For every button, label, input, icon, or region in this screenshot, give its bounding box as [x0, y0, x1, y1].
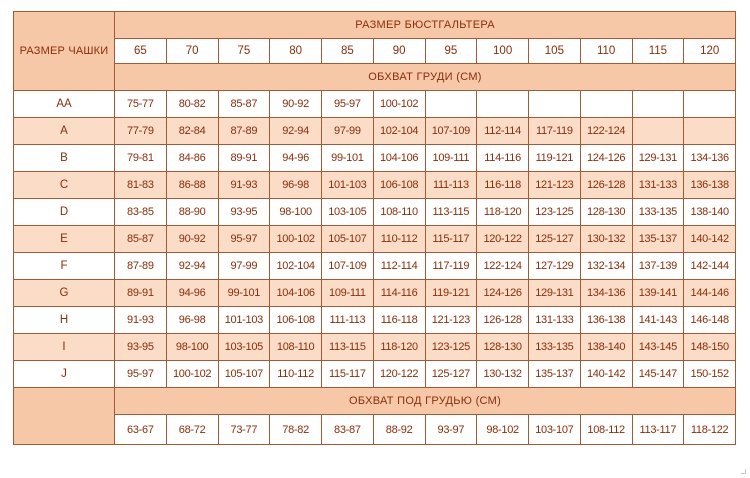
- bust-range-cell: 95-97: [322, 91, 374, 118]
- underbust-range-cell: 83-87: [322, 415, 374, 445]
- bust-range-cell: 124-126: [580, 145, 632, 172]
- bust-range-cell: 130-132: [477, 361, 529, 388]
- bust-range-cell: 133-135: [529, 334, 581, 361]
- bust-range-cell: 82-84: [166, 118, 218, 145]
- bust-range-cell: 107-109: [322, 253, 374, 280]
- bust-range-cell: 87-89: [115, 253, 167, 280]
- bust-range-cell: 85-87: [218, 91, 270, 118]
- underbust-range-cell: 93-97: [425, 415, 477, 445]
- bust-range-cell: 105-107: [322, 226, 374, 253]
- bust-range-cell: 93-95: [115, 334, 167, 361]
- bust-range-cell: 101-103: [322, 172, 374, 199]
- bust-range-cell: 148-150: [684, 334, 736, 361]
- bust-range-cell: 133-135: [632, 199, 684, 226]
- table-row: [14, 91, 736, 118]
- bust-range-cell: 102-104: [373, 118, 425, 145]
- bust-range-cell: 108-110: [270, 334, 322, 361]
- bust-range-cell: 96-98: [166, 307, 218, 334]
- bust-range-cell: 80-82: [166, 91, 218, 118]
- underbust-range-cell: 73-77: [218, 415, 270, 445]
- bust-range-cell: 120-122: [373, 361, 425, 388]
- bust-range-cell: 103-105: [322, 199, 374, 226]
- table-row: [14, 280, 736, 307]
- cup-size-cell: F: [14, 253, 115, 280]
- bust-range-cell: 114-116: [477, 145, 529, 172]
- underbust-corner-cell: [14, 388, 115, 445]
- table-row: [14, 199, 736, 226]
- bust-range-cell: 106-108: [270, 307, 322, 334]
- bust-range-cell: 91-93: [218, 172, 270, 199]
- bust-range-cell: 135-137: [632, 226, 684, 253]
- bust-range-cell: 134-136: [684, 145, 736, 172]
- band-size-cell: 70: [166, 39, 218, 64]
- bra-size-table: [13, 11, 736, 445]
- bust-range-cell: 97-99: [218, 253, 270, 280]
- bust-range-cell: 138-140: [580, 334, 632, 361]
- cup-size-cell: AA: [14, 91, 115, 118]
- bust-range-cell: 103-105: [218, 334, 270, 361]
- size-chart: [13, 11, 736, 445]
- bust-range-cell: 111-113: [322, 307, 374, 334]
- bust-range-cell: 90-92: [166, 226, 218, 253]
- bust-range-cell: 89-91: [218, 145, 270, 172]
- bust-range-cell: 104-106: [270, 280, 322, 307]
- band-size-cell: 95: [425, 39, 477, 64]
- bust-range-cell: 91-93: [115, 307, 167, 334]
- bust-range-cell: 113-115: [322, 334, 374, 361]
- bust-range-cell: 125-127: [529, 226, 581, 253]
- bust-range-cell: 126-128: [580, 172, 632, 199]
- bust-range-cell: 116-118: [477, 172, 529, 199]
- bust-range-cell: 129-131: [632, 145, 684, 172]
- bust-range-cell: 136-138: [684, 172, 736, 199]
- bust-range-cell: [632, 91, 684, 118]
- bust-range-cell: 95-97: [115, 361, 167, 388]
- bust-range-cell: 100-102: [166, 361, 218, 388]
- bust-range-cell: 116-118: [373, 307, 425, 334]
- underbust-range-cell: 63-67: [115, 415, 167, 445]
- band-size-cell: 90: [373, 39, 425, 64]
- underbust-range-cell: 113-117: [632, 415, 684, 445]
- bust-range-cell: 128-130: [580, 199, 632, 226]
- bust-range-cell: 145-147: [632, 361, 684, 388]
- bust-range-cell: 114-116: [373, 280, 425, 307]
- underbust-range-cell: 78-82: [270, 415, 322, 445]
- bust-range-cell: 140-142: [684, 226, 736, 253]
- bust-range-cell: 124-126: [477, 280, 529, 307]
- underbust-range-cell: 98-102: [477, 415, 529, 445]
- bust-range-cell: 98-100: [270, 199, 322, 226]
- bust-range-cell: 121-123: [529, 172, 581, 199]
- bust-range-cell: 129-131: [529, 280, 581, 307]
- bust-range-cell: 118-120: [373, 334, 425, 361]
- bust-range-cell: 97-99: [322, 118, 374, 145]
- bust-range-cell: 125-127: [425, 361, 477, 388]
- bust-range-cell: 122-124: [477, 253, 529, 280]
- bust-range-cell: 102-104: [270, 253, 322, 280]
- bust-range-cell: 104-106: [373, 145, 425, 172]
- bust-range-cell: 92-94: [166, 253, 218, 280]
- bust-range-cell: 79-81: [115, 145, 167, 172]
- bust-range-cell: [580, 91, 632, 118]
- underbust-range-cell: 108-112: [580, 415, 632, 445]
- bust-range-cell: [529, 91, 581, 118]
- bust-range-cell: [684, 91, 736, 118]
- bust-range-cell: 138-140: [684, 199, 736, 226]
- bust-range-cell: 139-141: [632, 280, 684, 307]
- table-row: [14, 253, 736, 280]
- bust-range-cell: 90-92: [270, 91, 322, 118]
- underbust-range-cell: 103-107: [529, 415, 581, 445]
- bust-range-cell: 137-139: [632, 253, 684, 280]
- underbust-header: ОБХВАТ ПОД ГРУДЬЮ (СМ): [115, 388, 736, 415]
- bust-range-cell: [425, 91, 477, 118]
- bust-range-cell: 81-83: [115, 172, 167, 199]
- bust-range-cell: 98-100: [166, 334, 218, 361]
- bust-range-cell: 142-144: [684, 253, 736, 280]
- bust-range-cell: 150-152: [684, 361, 736, 388]
- bust-range-cell: 117-119: [529, 118, 581, 145]
- bust-range-cell: 95-97: [218, 226, 270, 253]
- bust-range-cell: 99-101: [322, 145, 374, 172]
- cup-size-cell: G: [14, 280, 115, 307]
- band-row: [14, 39, 736, 64]
- bust-range-cell: 112-114: [477, 118, 529, 145]
- cup-size-header: РАЗМЕР ЧАШКИ: [14, 12, 115, 91]
- bra-size-header: РАЗМЕР БЮСТГАЛЬТЕРА: [115, 12, 736, 39]
- underbust-range-cell: 88-92: [373, 415, 425, 445]
- table-row: [14, 334, 736, 361]
- cup-size-cell: J: [14, 361, 115, 388]
- band-size-cell: 65: [115, 39, 167, 64]
- bust-range-cell: 117-119: [425, 253, 477, 280]
- bust-range-cell: 99-101: [218, 280, 270, 307]
- bust-range-cell: 134-136: [580, 280, 632, 307]
- bust-range-cell: 93-95: [218, 199, 270, 226]
- bust-header: ОБХВАТ ГРУДИ (СМ): [115, 64, 736, 91]
- table-row: [14, 145, 736, 172]
- bust-range-cell: [477, 91, 529, 118]
- bust-range-cell: [684, 118, 736, 145]
- band-size-cell: 85: [322, 39, 374, 64]
- band-size-cell: 110: [580, 39, 632, 64]
- resize-corner: [741, 469, 746, 474]
- cup-size-cell: H: [14, 307, 115, 334]
- band-size-cell: 105: [529, 39, 581, 64]
- table-row: [14, 361, 736, 388]
- bust-range-cell: 140-142: [580, 361, 632, 388]
- bust-range-cell: 107-109: [425, 118, 477, 145]
- bust-range-cell: 135-137: [529, 361, 581, 388]
- cup-size-cell: A: [14, 118, 115, 145]
- bust-range-cell: 131-133: [529, 307, 581, 334]
- band-size-cell: 115: [632, 39, 684, 64]
- bust-range-cell: 94-96: [270, 145, 322, 172]
- bust-range-cell: 123-125: [425, 334, 477, 361]
- underbust-row: [14, 415, 736, 445]
- underbust-range-cell: 118-122: [684, 415, 736, 445]
- bust-range-cell: 100-102: [270, 226, 322, 253]
- bust-range-cell: 85-87: [115, 226, 167, 253]
- bust-range-cell: [632, 118, 684, 145]
- bust-range-cell: 105-107: [218, 361, 270, 388]
- bust-range-cell: 115-117: [322, 361, 374, 388]
- band-size-cell: 80: [270, 39, 322, 64]
- cup-size-cell: E: [14, 226, 115, 253]
- bust-range-cell: 136-138: [580, 307, 632, 334]
- bust-range-cell: 109-111: [322, 280, 374, 307]
- cup-size-cell: D: [14, 199, 115, 226]
- bust-range-cell: 144-146: [684, 280, 736, 307]
- bust-range-cell: 118-120: [477, 199, 529, 226]
- bust-range-cell: 109-111: [425, 145, 477, 172]
- bust-range-cell: 132-134: [580, 253, 632, 280]
- bust-range-cell: 94-96: [166, 280, 218, 307]
- cup-size-cell: B: [14, 145, 115, 172]
- band-size-cell: 120: [684, 39, 736, 64]
- bust-range-cell: 127-129: [529, 253, 581, 280]
- bust-range-cell: 146-148: [684, 307, 736, 334]
- bust-range-cell: 86-88: [166, 172, 218, 199]
- bust-range-cell: 112-114: [373, 253, 425, 280]
- bust-range-cell: 106-108: [373, 172, 425, 199]
- bust-range-cell: 110-112: [270, 361, 322, 388]
- table-row: [14, 118, 736, 145]
- bust-range-cell: 83-85: [115, 199, 167, 226]
- bust-range-cell: 87-89: [218, 118, 270, 145]
- table-row: [14, 226, 736, 253]
- bust-range-cell: 111-113: [425, 172, 477, 199]
- bust-range-cell: 96-98: [270, 172, 322, 199]
- bust-range-cell: 77-79: [115, 118, 167, 145]
- bust-range-cell: 75-77: [115, 91, 167, 118]
- bust-range-cell: 119-121: [425, 280, 477, 307]
- bust-range-cell: 143-145: [632, 334, 684, 361]
- bust-range-cell: 110-112: [373, 226, 425, 253]
- cup-size-cell: I: [14, 334, 115, 361]
- bust-range-cell: 120-122: [477, 226, 529, 253]
- bust-range-cell: 122-124: [580, 118, 632, 145]
- bust-range-cell: 130-132: [580, 226, 632, 253]
- bust-range-cell: 131-133: [632, 172, 684, 199]
- table-row: [14, 172, 736, 199]
- bust-range-cell: 100-102: [373, 91, 425, 118]
- bust-range-cell: 108-110: [373, 199, 425, 226]
- bust-range-cell: 119-121: [529, 145, 581, 172]
- bust-range-cell: 88-90: [166, 199, 218, 226]
- bust-range-cell: 141-143: [632, 307, 684, 334]
- bust-range-cell: 126-128: [477, 307, 529, 334]
- bust-range-cell: 121-123: [425, 307, 477, 334]
- underbust-range-cell: 68-72: [166, 415, 218, 445]
- band-size-cell: 75: [218, 39, 270, 64]
- bust-range-cell: 101-103: [218, 307, 270, 334]
- cup-size-cell: C: [14, 172, 115, 199]
- bust-range-cell: 89-91: [115, 280, 167, 307]
- bust-range-cell: 128-130: [477, 334, 529, 361]
- bust-range-cell: 92-94: [270, 118, 322, 145]
- bust-range-cell: 123-125: [529, 199, 581, 226]
- band-size-cell: 100: [477, 39, 529, 64]
- bust-range-cell: 115-117: [425, 226, 477, 253]
- bust-range-cell: 84-86: [166, 145, 218, 172]
- table-row: [14, 307, 736, 334]
- bust-range-cell: 113-115: [425, 199, 477, 226]
